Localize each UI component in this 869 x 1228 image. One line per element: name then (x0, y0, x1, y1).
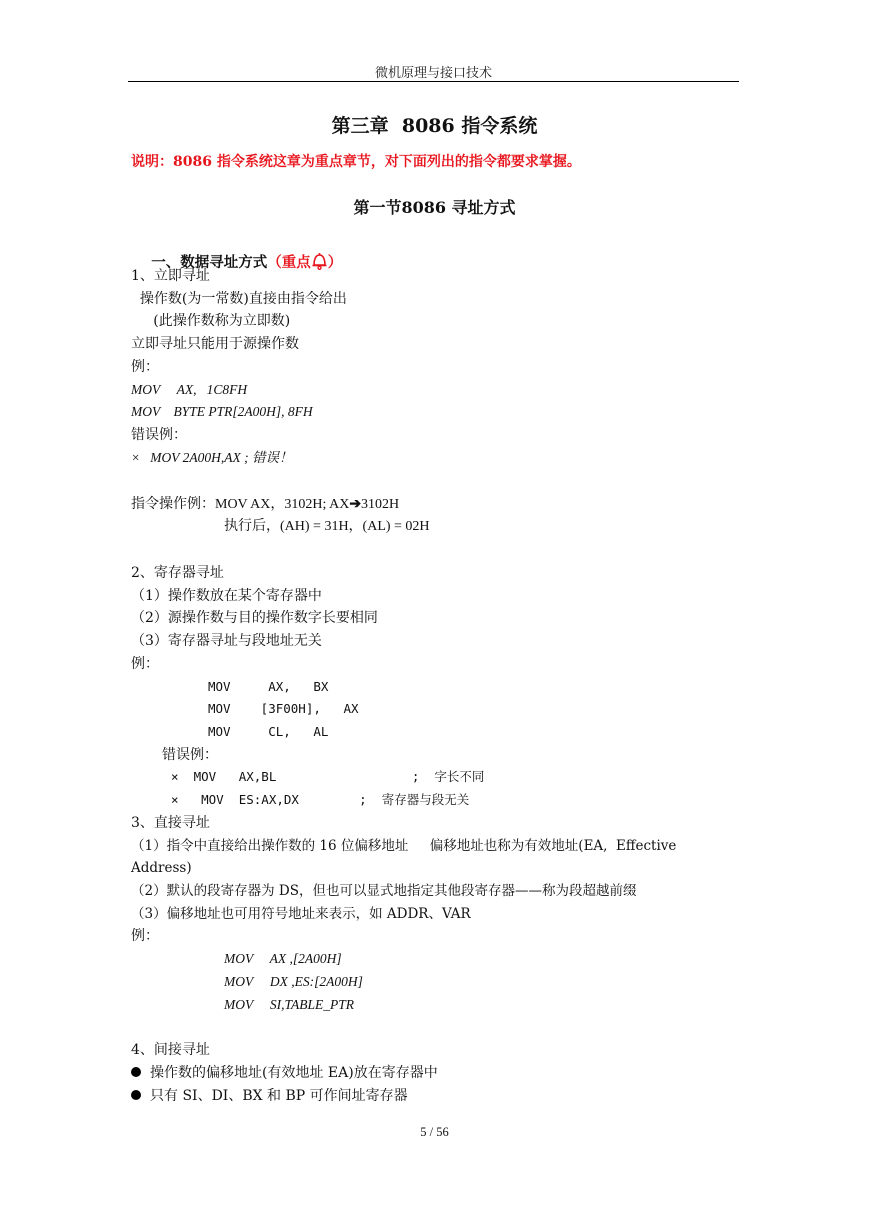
indirect-title: 4、间接寻址 (131, 1042, 210, 1058)
register-title: 2、寄存器寻址 (131, 565, 224, 581)
register-p2: （2）源操作数与目的操作数字长要相同 (131, 610, 378, 626)
page-number: 5 / 56 (420, 1125, 449, 1139)
immediate-line3: 立即寻址只能用于源操作数 (131, 336, 299, 352)
immediate-demo1 (131, 495, 399, 514)
bullet-dot-icon (131, 1067, 141, 1077)
bullet-dot-icon (131, 1090, 141, 1100)
section-title: 第一节8086 寻址方式 (353, 198, 516, 217)
demo1-prefix: 指令操作例： (131, 496, 215, 512)
direct-p1a: （1）指令中直接给出操作数的 16 位偏移地址 偏移地址也称为有效地址(EA, Effective (131, 838, 677, 854)
register-wrong1: × MOV AX,BL ; 字长不同 (171, 769, 485, 784)
immediate-code1: MOV AX, 1C8FH (131, 382, 248, 397)
immediate-example-label: 例： (131, 359, 159, 375)
heading-text: 一、数据寻址方式 (151, 254, 268, 271)
direct-code1: MOV AX ,[2A00H] (224, 951, 342, 966)
register-p1: （1）操作数放在某个寄存器中 (131, 588, 322, 604)
register-code1: MOV AX, BX (208, 679, 329, 694)
register-code2: MOV [3F00H], AX (208, 701, 359, 716)
indirect-bullet2 (131, 1087, 408, 1105)
direct-p1b: Address) (131, 860, 192, 876)
heading-emphasis-open: （重点 (267, 254, 311, 271)
indirect-bullet2-text: 只有 SI、DI、BX 和 BP 可作间址寄存器 (150, 1088, 408, 1104)
direct-p2: （2）默认的段寄存器为 DS，但也可以显式地指定其他段寄存器——称为段超越前缀 (131, 883, 637, 899)
chapter-title: 第三章 8086 指令系统 (331, 115, 538, 137)
immediate-line2: (此操作数称为立即数) (131, 313, 291, 329)
direct-p3: （3）偏移地址也可用符号地址来表示，如 ADDR、VAR (131, 906, 471, 922)
header-rule (128, 81, 739, 82)
indirect-bullet1-text: 操作数的偏移地址(有效地址 EA)放在寄存器中 (150, 1065, 438, 1081)
heading-emphasis-close: ） (327, 254, 343, 271)
direct-example-label: 例： (131, 928, 159, 944)
immediate-demo2: 执行后，(AH) = 31H，(AL) = 02H (224, 519, 430, 534)
immediate-title: 1、立即寻址 (131, 268, 210, 284)
direct-code2: MOV DX ,ES:[2A00H] (224, 974, 363, 989)
register-example-label: 例： (131, 656, 159, 672)
chapter-note: 说明：8086 指令系统这章为重点章节，对下面列出的指令都要求掌握。 (131, 154, 581, 170)
register-wrong-label: 错误例： (162, 747, 218, 763)
demo1-suffix: 3102H (361, 497, 400, 512)
direct-code3: MOV SI,TABLE_PTR (224, 997, 354, 1012)
running-header: 微机原理与接口技术 (374, 66, 492, 81)
bell-icon (311, 252, 328, 275)
immediate-line1: 操作数(为一常数)直接由指令给出 (131, 291, 347, 307)
immediate-wrong1: × MOV 2A00H,AX ; 错误！ (131, 450, 293, 465)
immediate-wrong-label: 错误例： (131, 427, 187, 443)
arrow-right-icon: ➔ (349, 496, 362, 512)
indirect-bullet1 (131, 1064, 438, 1082)
demo1-text: MOV AX，3102H; AX (215, 497, 350, 512)
register-code3: MOV CL, AL (208, 724, 329, 739)
immediate-code2: MOV BYTE PTR[2A00H], 8FH (131, 404, 313, 419)
register-p3: （3）寄存器寻址与段地址无关 (131, 633, 322, 649)
register-wrong2: × MOV ES:AX,DX ; 寄存器与段无关 (171, 792, 470, 807)
direct-title: 3、直接寻址 (131, 815, 210, 831)
